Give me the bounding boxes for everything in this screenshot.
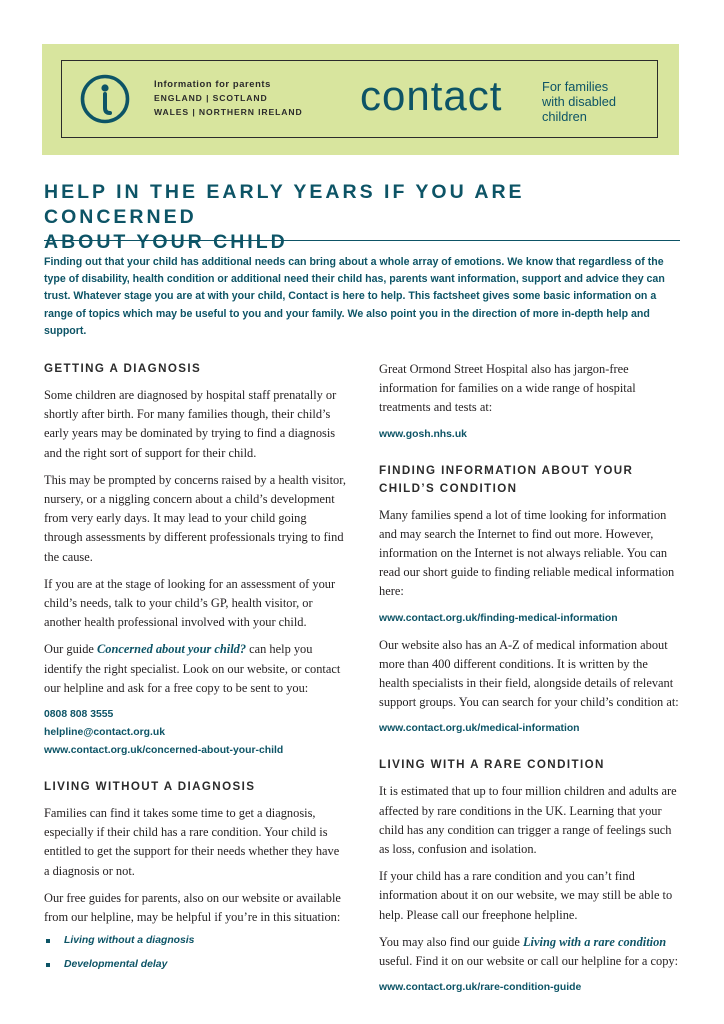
- paragraph: Some children are diagnosed by hospital staff prenatally or shortly after birth. For many families though, their child’s early years may be dominated by trying to find a diagnosis and the right sort of support for their child.: [44, 388, 337, 460]
- gosh-url-link[interactable]: www.gosh.nhs.uk: [379, 428, 467, 440]
- heading-getting-diagnosis: GETTING A DIAGNOSIS: [44, 362, 202, 375]
- title-line2: ABOUT YOUR CHILD: [44, 231, 288, 253]
- text: useful. Find it on our website or call our helpline for a copy:: [379, 954, 679, 969]
- audience-info: [154, 77, 303, 119]
- paragraph-guide: [44, 640, 346, 698]
- right-column: [379, 360, 681, 997]
- guide-link-concerned[interactable]: Concerned about your child?: [97, 642, 247, 657]
- helpline-email-link[interactable]: helpline@contact.org.uk: [44, 727, 165, 739]
- text: can help you identify the right specialist. Look on our website, or contact our helpline and ask for a free copy to be sent to you:: [44, 642, 341, 695]
- contact-logo: contact: [360, 72, 503, 119]
- paragraph: It is estimated that up to four million children and adults are affected by rare conditions in the UK. Learning that your child has any condition can trigger a range of feelings such as loss, confusion and isolation.: [379, 784, 677, 857]
- paragraph: Our website also has an A-Z of medical information about more than 400 different conditions. It is written by the health specialists in their field, alongside details of relevant support groups. You can search for your child’s condition at:: [379, 637, 679, 710]
- info-icon: [79, 73, 131, 125]
- text: Our guide: [44, 642, 97, 657]
- paragraph: If you are at the stage of looking for an assessment of your child’s needs, talk to your child’s GP, health visitor, or another health professional involved with your child.: [44, 576, 336, 630]
- left-column: [44, 360, 346, 983]
- bullet-icon: [46, 963, 50, 967]
- text: You may also find our guide: [379, 934, 523, 949]
- info-nations-line2: WALES | NORTHERN IRELAND: [154, 107, 303, 117]
- paragraph: Great Ormond Street Hospital also has jargon-free information for families on a wide range of hospital treatments and tests at:: [379, 362, 636, 415]
- paragraph-guide: [379, 933, 681, 971]
- paragraph: Families can find it takes some time to get a diagnosis, especially if their child has a rare condition. Your child is entitled to get the support for their needs whether they have a diagnosis or not.: [44, 806, 340, 878]
- contact-details: [44, 706, 346, 760]
- finding-info-url-link[interactable]: www.contact.org.uk/finding-medical-information: [379, 612, 618, 624]
- paragraph: This may be prompted by concerns raised by a health visitor, nursery, or a niggling concern about a child’s development from very early days. It may lead to your child going through assessments by different professionals trying to find the cause.: [44, 472, 346, 564]
- paragraph: Our free guides for parents, also on our website or available from our helpline, may be helpful if you’re in this situation:: [44, 890, 341, 925]
- logo-tagline: [542, 79, 657, 124]
- intro-paragraph: Finding out that your child has additional needs can bring about a whole array of emotions. We know that regardless of the type of disability, health condition or additional need their child has, parents want information, support and advice they can trust. Whatever stage you are at with your child, Contact is here to help. This factsheet gives some basic information on a range of topics which may be useful to you and your family. We also point you in the direction of more in-depth help and support.: [44, 256, 665, 337]
- info-nations-line1: ENGLAND | SCOTLAND: [154, 93, 268, 103]
- title-line1: HELP IN THE EARLY YEARS IF YOU ARE CONCERNED: [44, 181, 525, 228]
- guide-link[interactable]: Living without a diagnosis: [64, 935, 195, 947]
- header-frame: [61, 60, 658, 138]
- guide-list: [44, 935, 346, 971]
- bullet-icon: [46, 939, 50, 943]
- helpline-phone-link[interactable]: 0808 808 3555: [44, 709, 114, 721]
- guide-link-rare-condition[interactable]: Living with a rare condition: [522, 934, 667, 949]
- heading-line: FINDING INFORMATION ABOUT YOUR: [379, 463, 634, 477]
- heading-living-without-diagnosis: LIVING WITHOUT A DIAGNOSIS: [44, 780, 256, 794]
- guide-link[interactable]: Developmental delay: [64, 959, 168, 971]
- heading-finding-information: [379, 462, 681, 498]
- tagline-line1: For families: [542, 79, 609, 94]
- heading-line: CHILD’S CONDITION: [379, 481, 518, 495]
- header-banner: [42, 44, 679, 155]
- title-divider: [44, 240, 680, 241]
- concerned-url-link[interactable]: www.contact.org.uk/concerned-about-your-child: [44, 745, 284, 757]
- list-item[interactable]: [44, 959, 346, 971]
- page-title: [44, 180, 684, 255]
- paragraph: If your child has a rare condition and you can’t find information about it on our website, we may still be able to help. Please call our freephone helpline.: [379, 869, 673, 922]
- heading-rare-condition: LIVING WITH A RARE CONDITION: [379, 758, 605, 772]
- medical-info-url-link[interactable]: www.contact.org.uk/medical-information: [379, 723, 580, 735]
- list-item[interactable]: [44, 935, 346, 947]
- info-lead: Information for parents: [154, 78, 271, 89]
- tagline-line2: with disabled children: [542, 94, 616, 124]
- paragraph: Many families spend a lot of time looking for information and may search the Internet to find out more. However, information on the Internet is not always reliable. You can read our short guide to finding reliable medical information here:: [379, 507, 675, 599]
- rare-condition-url-link[interactable]: www.contact.org.uk/rare-condition-guide: [379, 982, 582, 994]
